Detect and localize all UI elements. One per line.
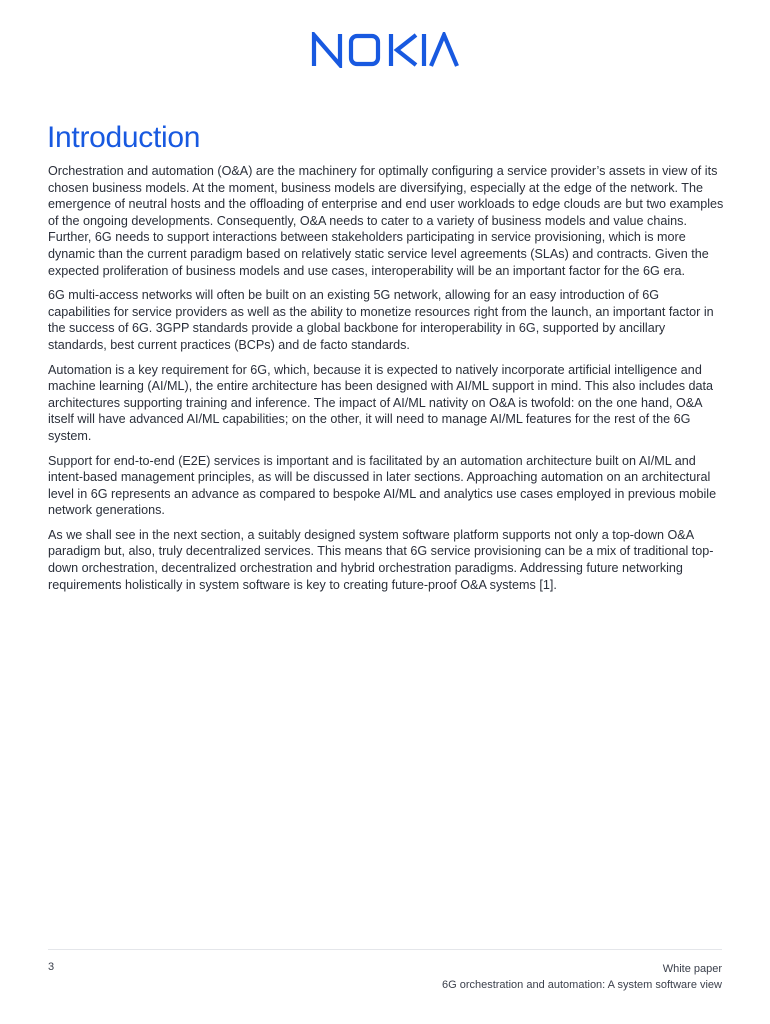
paragraph-2: 6G multi-access networks will often be built on an existing 5G network, allowing for an easy introduction of 6G capabilities for service providers as well as the ability to monetize resources right from the launch, an important factor in the success of 6G. 3GPP standards provide a global backbone for interoperability in 6G, supported by ancillary standards, best current practices (BCPs) and de facto standards. [48,288,714,352]
paragraph-3: Automation is a key requirement for 6G, which, because it is expected to natively incorporate artificial intelligence and machine learning (AI/ML), the entire architecture has been designed with AI/ML support in mind. This also includes data architectures supporting training and inference. The impact of AI/ML nativity on O&A is twofold: on the one hand, O&A itself will have advanced AI/ML capabilities; on the other, it will need to manage AI/ML features for the rest of the 6G system. [48,362,714,443]
footer-doc-type: White paper [662,963,722,975]
page-number: 3 [48,961,55,973]
nokia-logo-icon [310,32,460,68]
footer-divider [48,949,722,950]
footer-doc-title: 6G orchestration and automation: A system software view [441,979,722,991]
section-title: Introduction [47,121,201,154]
section-body [48,163,724,601]
paragraph-4: Support for end-to-end (E2E) services is important and is facilitated by an automation architecture built on AI/ML and intent-based management principles, as will be discussed in later sections. Approaching automation on an architectural level in 6G represents an advance as compared to bespoke AI/ML and analytics use cases employed in previous mobile network generations. [48,453,717,518]
paragraph-1: Orchestration and automation (O&A) are the machinery for optimally configuring a service provider’s assets in view of its chosen business models. At the moment, business models are diversifying, especially at the edge of the network. The emergence of neutral hosts and the offloading of enterprise and end user workloads to edge clouds are but two examples of the ongoing developments. Consequently, O&A needs to cater to a variety of business models and value chains. Further, 6G needs to support interactions between stakeholders participating in service provisioning, which is more dynamic than the current paradigm based on relatively static service level agreements (SLAs) and contracts. Given the expected proliferation of business models and use cases, interoperability will be an important factor for the 6G era. [48,164,724,278]
footer-doc-info [442,961,722,993]
nokia-logo [0,30,770,70]
paragraph-5: As we shall see in the next section, a suitably designed system software platform supports not only a top-down O&A paradigm but, also, truly decentralized services. This means that 6G service provisioning can be a mix of traditional top-down orchestration, decentralized orchestration and hybrid orchestration paradigms. Addressing future networking requirements holistically in system software is key to creating future-proof O&A systems [1]. [48,527,714,592]
